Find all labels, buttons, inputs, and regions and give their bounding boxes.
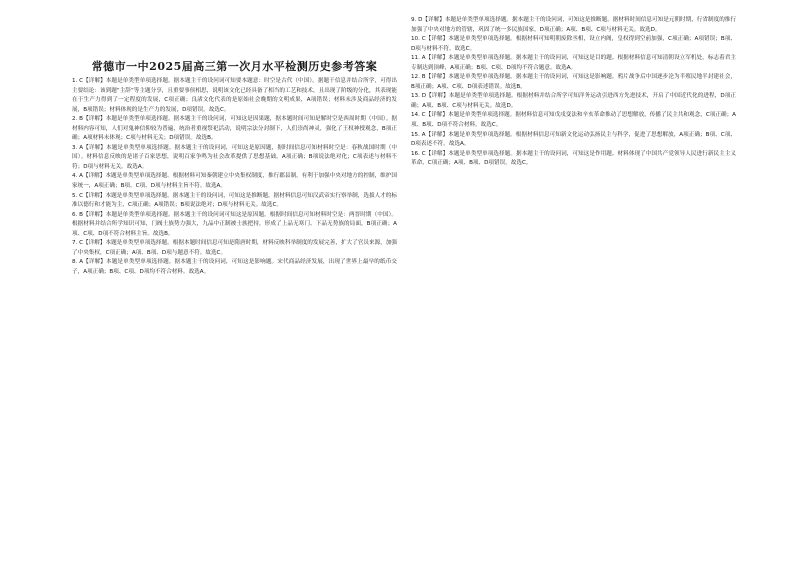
answer-paragraph: 3. A【详解】本题是单类型单项选择题。据本题主干的设问词，可知这是原因题，据时间信息可知材料时空是：春秋战国时期（中国）。材料信息反映的是诸子百家思想，说明百家争鸣为社会改革提供了思想基础，A项正确；B项说法绝对化；C项表述与材料不符；D项与材料无关。故选A。	[72, 144, 397, 170]
answer-paragraph: 16. C【详解】本题是单类型单项选择题。据本题主干的设问词，可知这是作用题。材料体现了中国共产党领导人民进行新民主主义革命，C项正确；A项、B项、D项错误。故选C。	[411, 150, 736, 167]
answer-paragraph: 9. D【详解】本题是单类型单项选择题。据本题主干的设问词，可知这是推断题。据材料时间信息可知是元朝时期，行省制度的推行加强了中央对地方的管辖，巩固了统一多民族国家，D项正确；A项、B项、C项与材料无关。故选D。	[411, 17, 736, 33]
answer-paragraph: 14. C【详解】本题是单类型单项选择题。据材料信息可知戊戌变法和辛亥革命推动了思想解放，传播了民主共和观念，C项正确；A项、B项、D项不符合材料。故选C。	[411, 112, 736, 129]
answer-paragraph: 1. C【详解】本题是单类型单项选择题。据本题主干的设问词可知要本题意：时空是古代（中国）。据题干信息并结合所学，可得出主要结论：该到题“主辞”等主题分享，且重要事侯相思，说明该文化已经具备了相当的工艺和技术，且出现了阶级的分化，其表现能在于生产力得到了一定程度的发展，C项正确；良渚文化代表的是原始社会晚期的文明成果，A项错误；材料未涉及商品经济的发展，B项错误；材料体现的是生产力的发展，D项错误。故选C。	[72, 78, 397, 113]
left-column	[72, 16, 397, 547]
answer-paragraph: 10. C【详解】本题是单类型单项选择题。根据材料可知明朝废除丞相，设立内阁，皇权得到空前加强，C项正确；A项错误；B项、D项与材料不符。故选C。	[411, 36, 736, 52]
answer-paragraph: 2. B【详解】本题是单类型单项选择题。据本题主干的设问词，可知这是因果题，据本题时间可知是解时空是西周时期（中国）。据材料内容可知，人们对鬼神信仰较为普遍，统治者重视祭祀活动，说明宗法分封制下，人们崇尚神灵，强化了王权神授观念，B项正确；A项材料未体现；C项与材料无关；D项错误。故选B。	[72, 116, 397, 142]
answer-paragraph: 8. A【详解】本题是单类型单项选择题。据本题主干的设问词，可知这是影响题。宋代商品经济发展，出现了世界上最早的纸币交子，A项正确；B项、C项、D项均不符合材料。故选A。	[72, 259, 397, 275]
answer-paragraph: 13. D【详解】本题是单类型单项选择题。根据材料并结合所学可知洋务运动引进西方先进技术，开启了中国近代化的进程，D项正确；A项、B项、C项与材料无关。故选D。	[411, 93, 736, 109]
answer-paragraph: 4. A【详解】本题是单类型单项选择题。根据材料可知秦朝建立中央集权制度，推行郡县制，有利于加强中央对地方的控制，维护国家统一，A项正确；B项、C项、D项与材料主旨不符。故选A。	[72, 173, 397, 190]
answer-paragraph: 7. C【详解】本题是单类型单项选择题。根据本题时间信息可知是隋唐时期，材料反映科举制度的发展完善，扩大了官员来源，加强了中央集权，C项正确；A项、B项、D项与题意不符。故选C。	[72, 240, 397, 256]
answer-paragraph: 12. B【详解】本题是单类型单项选择题。据本题主干的设问词，可知这是影响题。鸦片战争后中国逐步沦为半殖民地半封建社会，B项正确；A项、C项、D项表述错误。故选B。	[411, 74, 736, 90]
answer-paragraph: 6. B【详解】本题是单类型单项选择题。据本题主干的设问词可知这是原因题。根据时间信息可知材料时空是：两晋时期（中国）。根据材料并结合所学知识可知，门阀士族势力强大，九品中正制被士族把持，形成了上品无寒门、下品无势族的局面，B项正确；A项、C项、D项不符合材料主旨。故选B。	[72, 211, 397, 237]
page-title: 常德市一中2025届高三第一次月水平检测历史参考答案	[91, 60, 378, 73]
answer-paragraph: 11. A【详解】本题是单类型单项选择题。据本题主干的设问词，可知这是目的题。根据材料信息可知清朝设立军机处，标志着君主专制达到顶峰，A项正确；B项、C项、D项均不符合题意。故选A。	[411, 55, 736, 71]
right-column	[411, 16, 736, 547]
answer-paragraph: 5. C【详解】本题是单类型单项选择题。据本题主干的设问词，可知这是推断题。据材料信息可知汉武帝实行察举制，选拔人才的标准以德行和才能为主，C项正确；A项错误；B项说法绝对；D项与材料无关。故选C。	[72, 192, 397, 209]
answer-paragraph: 15. A【详解】本题是单类型单项选择题。根据材料信息可知新文化运动弘扬民主与科学，促进了思想解放，A项正确；B项、C项、D项表述不符。故选A。	[411, 131, 736, 148]
